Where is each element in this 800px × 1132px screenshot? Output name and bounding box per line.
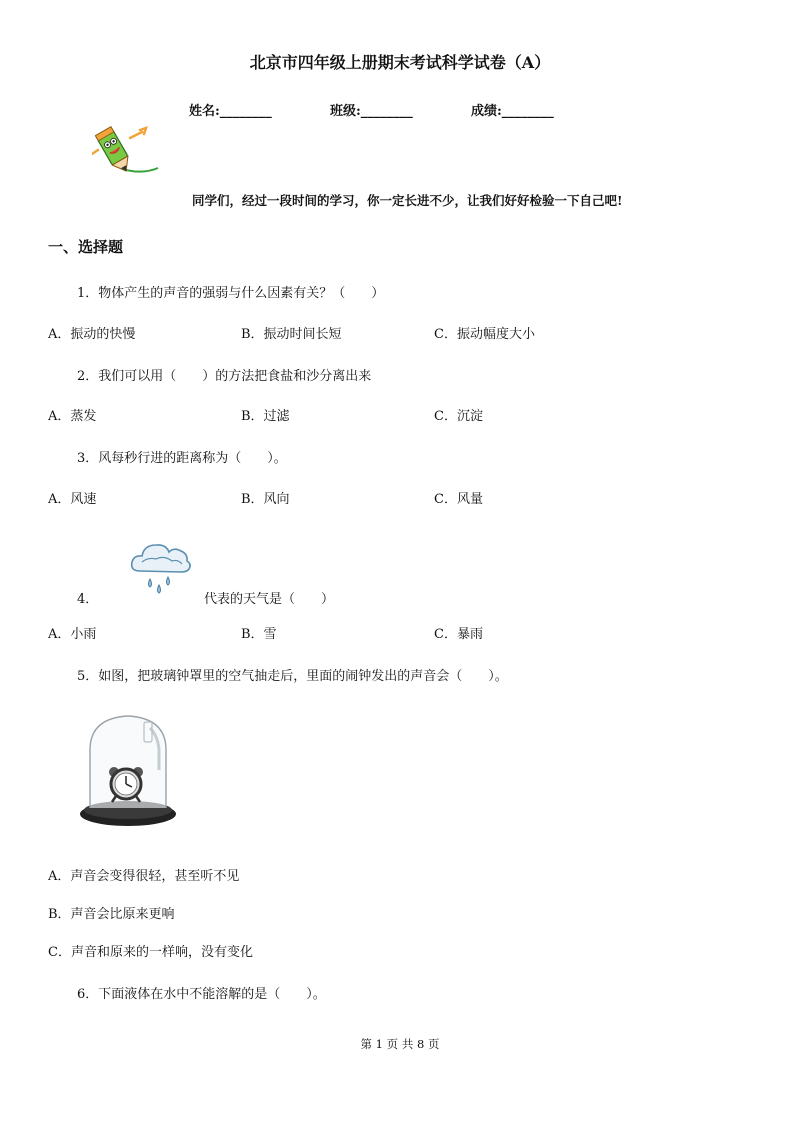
question-3-option-b: B．风向 — [241, 492, 290, 507]
name-field-label: 姓名:________ — [189, 104, 272, 119]
question-4-option-b: B．雪 — [241, 627, 277, 642]
question-1: 1．物体产生的声音的强弱与什么因素有关？（ ） — [77, 286, 385, 301]
question-5-option-c: C．声音和原来的一样响，没有变化 — [48, 945, 253, 960]
question-2-option-b: B．过滤 — [241, 409, 290, 424]
question-4-option-a: A．小雨 — [48, 627, 97, 642]
question-4: 代表的天气是（ ） — [204, 592, 335, 607]
question-2-option-c: C．沉淀 — [434, 409, 483, 424]
score-field-label: 成绩:________ — [471, 104, 554, 119]
question-1-option-a: A．振动的快慢 — [48, 327, 136, 342]
question-5-option-b: B．声音会比原来更响 — [48, 907, 175, 922]
question-1-option-b: B．振动时间长短 — [241, 327, 342, 342]
question-5: 5．如图，把玻璃钟罩里的空气抽走后，里面的闹钟发出的声音会（ ）。 — [77, 669, 508, 684]
page-title: 北京市四年级上册期末考试科学试卷（A） — [249, 53, 551, 72]
question-2: 2．我们可以用（ ）的方法把食盐和沙分离出来 — [77, 369, 372, 384]
greeting-text: 同学们，经过一段时间的学习，你一定长进不少，让我们好好检验一下自己吧! — [192, 193, 623, 208]
question-4-option-c: C．暴雨 — [434, 627, 483, 642]
question-3: 3．风每秒行进的距离称为（ ）。 — [77, 451, 287, 466]
question-1-option-c: C．振动幅度大小 — [434, 327, 535, 342]
question-4-number: 4． — [77, 592, 99, 607]
light-rain-cloud-icon — [128, 537, 194, 599]
question-6: 6．下面液体在水中不能溶解的是（ ）。 — [77, 987, 326, 1002]
bell-jar-alarm-clock-icon — [78, 710, 182, 832]
question-2-option-a: A．蒸发 — [48, 409, 97, 424]
page-footer: 第 1 页 共 8 页 — [360, 1037, 440, 1051]
question-3-option-c: C．风量 — [434, 492, 483, 507]
pencil-mascot-icon — [92, 124, 162, 176]
question-3-option-a: A．风速 — [48, 492, 97, 507]
question-5-option-a: A．声音会变得很轻，甚至听不见 — [48, 869, 240, 884]
section-title: 一、选择题 — [48, 238, 124, 256]
class-field-label: 班级:________ — [330, 104, 413, 119]
